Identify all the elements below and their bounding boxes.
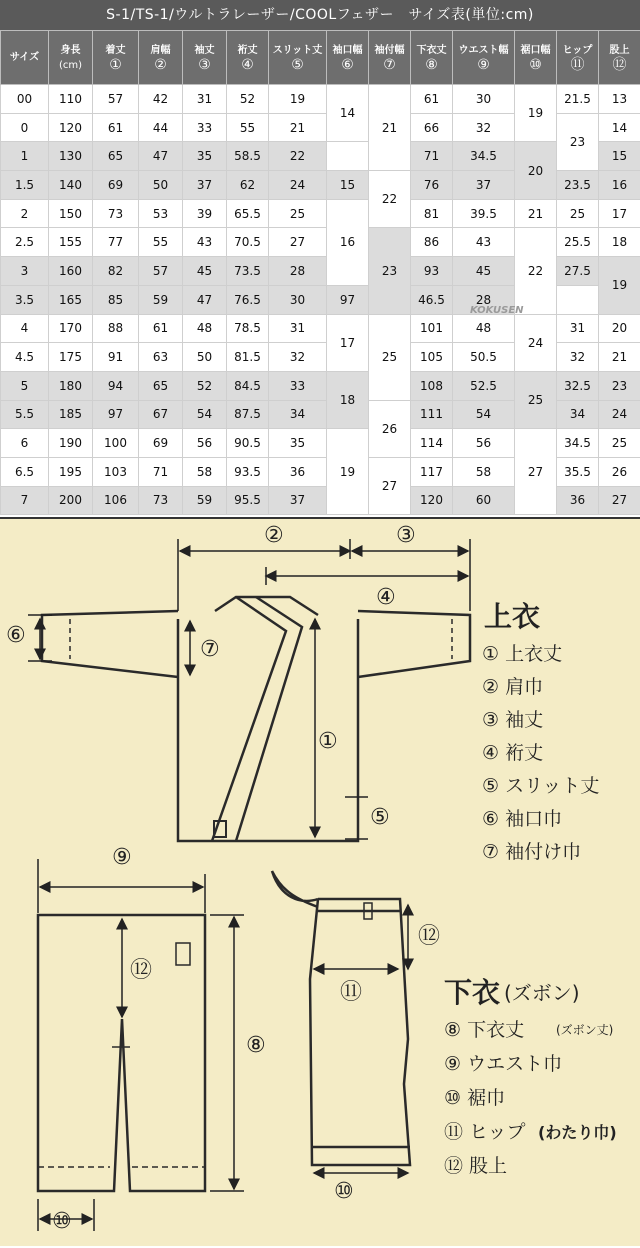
col-header: 袖口幅 ⑥ (327, 31, 369, 85)
cell-hip: 23.5 (557, 171, 599, 200)
col-header: ウエスト幅 ⑨ (453, 31, 515, 85)
cell-waist: 34.5 (453, 142, 515, 171)
col-header: 身長 (cm) (49, 31, 93, 85)
col-header: サイズ (1, 31, 49, 85)
cell-shoulder: 59 (139, 285, 183, 314)
cell-sleeve: 31 (183, 85, 227, 114)
cell-waist: 58 (453, 457, 515, 486)
cell-height: 170 (49, 314, 93, 343)
cell-size: 4.5 (1, 343, 49, 372)
cell-slit: 31 (269, 314, 327, 343)
cell-waist: 56 (453, 429, 515, 458)
cell-sleeve: 56 (183, 429, 227, 458)
watermark: KOKUSEN (470, 305, 524, 316)
cell-pants-length: 93 (411, 257, 453, 286)
cell-size: 2.5 (1, 228, 49, 257)
cell-length: 82 (93, 257, 139, 286)
cell-pants-length: 114 (411, 429, 453, 458)
cell-size: 0 (1, 113, 49, 142)
cell-hip: 27.5 (557, 257, 599, 286)
cell-hip: 35.5 (557, 457, 599, 486)
cell-sleeve: 37 (183, 171, 227, 200)
jacket-outline (42, 597, 470, 841)
jacket-legend-1: ① 上衣丈 (482, 639, 562, 666)
col-header: 袖付幅 ⑦ (369, 31, 411, 85)
cell-length: 97 (93, 400, 139, 429)
col-header: 着丈 ① (93, 31, 139, 85)
cell-slit: 24 (269, 171, 327, 200)
col-header: 裄丈 ④ (227, 31, 269, 85)
cell-height: 180 (49, 371, 93, 400)
cell-cuff: 18 (327, 371, 369, 428)
pants-legend-8-note: (ズボン丈) (556, 1021, 613, 1038)
cell-height: 165 (49, 285, 93, 314)
cell-waist: 32 (453, 113, 515, 142)
cell-waist: 30 (453, 85, 515, 114)
cell-armhole: 25 (369, 314, 411, 400)
cell-rise: 20 (599, 314, 640, 343)
cell-size: 6 (1, 429, 49, 458)
mark-2: ② (264, 523, 284, 548)
cell-rise: 15 (599, 142, 640, 171)
cell-height: 185 (49, 400, 93, 429)
cell-slit: 32 (269, 343, 327, 372)
cell-pants-length: 111 (411, 400, 453, 429)
cell-length: 57 (93, 85, 139, 114)
cell-waist: 45 (453, 257, 515, 286)
jacket-legend-5: ⑤ スリット丈 (482, 771, 599, 798)
mark-12-front: ⑫ (130, 953, 152, 984)
cell-length: 85 (93, 285, 139, 314)
cell-pants-length: 76 (411, 171, 453, 200)
cell-hip: 34.5 (557, 429, 599, 458)
mark-10-front: ⑩ (52, 1209, 72, 1234)
cell-height: 120 (49, 113, 93, 142)
cell-length: 91 (93, 343, 139, 372)
cell-rise: 27 (599, 486, 640, 515)
table-row (1, 85, 640, 114)
pants-legend-12: ⑫ 股上 (444, 1151, 507, 1178)
jacket-legend-2: ② 肩巾 (482, 672, 543, 699)
cell-size: 5.5 (1, 400, 49, 429)
pants-legend-11: ⑪ ヒップ (444, 1117, 525, 1144)
cell-hem: 19 (515, 85, 557, 142)
cell-height: 110 (49, 85, 93, 114)
cell-length: 69 (93, 171, 139, 200)
cell-hem: 20 (515, 142, 557, 199)
size-table (0, 30, 640, 515)
cell-rise: 25 (599, 429, 640, 458)
cell-size: 6.5 (1, 457, 49, 486)
cell-length: 103 (93, 457, 139, 486)
cell-pants-length: 117 (411, 457, 453, 486)
cell-yuki: 52 (227, 85, 269, 114)
mark-10-side: ⑩ (334, 1179, 354, 1204)
cell-armhole: 27 (369, 457, 411, 514)
cell-slit: 28 (269, 257, 327, 286)
col-header: 肩幅 ② (139, 31, 183, 85)
cell-armhole: 26 (369, 400, 411, 457)
cell-height: 140 (49, 171, 93, 200)
cell-sleeve: 52 (183, 371, 227, 400)
col-header: 裾口幅 ⑩ (515, 31, 557, 85)
cell-length: 77 (93, 228, 139, 257)
cell-shoulder: 67 (139, 400, 183, 429)
cell-pants-length: 105 (411, 343, 453, 372)
cell-height: 160 (49, 257, 93, 286)
cell-pants-length: 61 (411, 85, 453, 114)
cell-shoulder: 57 (139, 257, 183, 286)
mark-8: ⑧ (246, 1033, 266, 1058)
cell-length: 100 (93, 429, 139, 458)
cell-sleeve: 50 (183, 343, 227, 372)
table-row (1, 228, 640, 257)
cell-yuki: 70.5 (227, 228, 269, 257)
cell-shoulder: 50 (139, 171, 183, 200)
mark-9: ⑨ (112, 845, 132, 870)
cell-sleeve: 45 (183, 257, 227, 286)
cell-rise: 13 (599, 85, 640, 114)
mark-7: ⑦ (200, 637, 220, 662)
cell-pants-length: 71 (411, 142, 453, 171)
cell-hip: 32.5 (557, 371, 599, 400)
cell-waist: 52.5 (453, 371, 515, 400)
cell-cuff: 19 (327, 429, 369, 515)
cell-hip: 28 (453, 285, 515, 314)
cell-shoulder: 47 (139, 142, 183, 171)
mark-4: ④ (376, 585, 396, 610)
cell-sleeve: 59 (183, 486, 227, 515)
cell-cuff: 17 (327, 314, 369, 371)
cell-shoulder: 71 (139, 457, 183, 486)
cell-height: 190 (49, 429, 93, 458)
cell-hip: 23 (557, 113, 599, 170)
cell-shoulder: 53 (139, 199, 183, 228)
cell-pants-length: 108 (411, 371, 453, 400)
cell-shoulder: 44 (139, 113, 183, 142)
mark-6: ⑥ (6, 623, 26, 648)
cell-slit: 22 (269, 142, 327, 171)
cell-size: 5 (1, 371, 49, 400)
cell-rise: 18 (599, 228, 640, 257)
cell-armhole: 21 (369, 85, 411, 171)
cell-hem: 27 (515, 429, 557, 515)
cell-size: 3.5 (1, 285, 49, 314)
cell-slit: 27 (269, 228, 327, 257)
cell-slit: 33 (269, 371, 327, 400)
cell-waist: 50.5 (453, 343, 515, 372)
cell-hip: 25.5 (557, 228, 599, 257)
cell-waist: 43 (453, 228, 515, 257)
cell-yuki: 81.5 (227, 343, 269, 372)
cell-height: 130 (49, 142, 93, 171)
cell-yuki: 62 (227, 171, 269, 200)
col-header: 下衣丈 ⑧ (411, 31, 453, 85)
mark-12-side: ⑫ (418, 919, 440, 950)
cell-pants-length: 101 (411, 314, 453, 343)
cell-slit: 37 (269, 486, 327, 515)
table-row (1, 314, 640, 343)
page-title: S-1/TS-1/ウルトラレーザー/COOLフェザー サイズ表(単位:cm) (0, 0, 640, 30)
cell-cuff (327, 142, 369, 171)
cell-waist: 39.5 (453, 199, 515, 228)
cell-height: 175 (49, 343, 93, 372)
cell-slit: 36 (269, 457, 327, 486)
cell-slit: 21 (269, 113, 327, 142)
cell-rise: 24 (599, 400, 640, 429)
mark-5: ⑤ (370, 805, 390, 830)
table-row (1, 142, 640, 171)
cell-hip: 32 (557, 343, 599, 372)
cell-sleeve: 39 (183, 199, 227, 228)
cell-rise: 26 (599, 457, 640, 486)
cell-waist: 54 (453, 400, 515, 429)
cell-yuki: 55 (227, 113, 269, 142)
cell-waist: 60 (453, 486, 515, 515)
cell-length: 73 (93, 199, 139, 228)
jacket-legend-7: ⑦ 袖付け巾 (482, 837, 581, 864)
jacket-legend-3: ③ 袖丈 (482, 705, 543, 732)
cell-length: 65 (93, 142, 139, 171)
cell-height: 195 (49, 457, 93, 486)
col-header: ヒップ ⑪ (557, 31, 599, 85)
cell-hip: 31 (557, 314, 599, 343)
cell-shoulder: 73 (139, 486, 183, 515)
cell-size: 4 (1, 314, 49, 343)
cell-hem: 21 (515, 199, 557, 228)
cell-rise: 23 (599, 371, 640, 400)
pants-heading-sub: (ズボン) (504, 977, 580, 1006)
cell-pants-length: 66 (411, 113, 453, 142)
cell-yuki: 90.5 (227, 429, 269, 458)
cell-pants-length: 86 (411, 228, 453, 257)
cell-height: 155 (49, 228, 93, 257)
cell-height: 150 (49, 199, 93, 228)
cell-size: 00 (1, 85, 49, 114)
cell-shoulder: 63 (139, 343, 183, 372)
cell-yuki: 65.5 (227, 199, 269, 228)
pants-legend-8: ⑧ 下衣丈 (444, 1015, 524, 1042)
cell-waist: 48 (453, 314, 515, 343)
cell-shoulder: 65 (139, 371, 183, 400)
jacket-legend-6: ⑥ 袖口巾 (482, 804, 562, 831)
cell-slit: 34 (269, 400, 327, 429)
cell-length: 88 (93, 314, 139, 343)
cell-cuff: 14 (327, 85, 369, 142)
table-row (1, 429, 640, 458)
cell-slit: 19 (269, 85, 327, 114)
cell-armhole: 22 (369, 171, 411, 228)
col-header: 袖丈 ③ (183, 31, 227, 85)
jacket-heading: 上衣 (484, 595, 540, 635)
cell-shoulder: 55 (139, 228, 183, 257)
cell-height: 200 (49, 486, 93, 515)
pants-legend-10: ⑩ 裾巾 (444, 1083, 505, 1110)
cell-shoulder: 42 (139, 85, 183, 114)
cell-sleeve: 43 (183, 228, 227, 257)
cell-sleeve: 47 (183, 285, 227, 314)
cell-size: 1 (1, 142, 49, 171)
pants-legend-11-note: (わたり巾) (538, 1120, 617, 1143)
cell-slit: 35 (269, 429, 327, 458)
cell-size: 7 (1, 486, 49, 515)
cell-pants-length: 81 (411, 199, 453, 228)
cell-rise: 21 (599, 343, 640, 372)
cell-rise: 19 (599, 257, 640, 314)
cell-yuki: 84.5 (227, 371, 269, 400)
mark-1: ① (318, 729, 338, 754)
cell-yuki: 78.5 (227, 314, 269, 343)
cell-yuki: 93.5 (227, 457, 269, 486)
cell-slit: 30 (269, 285, 327, 314)
cell-sleeve: 54 (183, 400, 227, 429)
cell-hip: 25 (557, 199, 599, 228)
cell-rise: 14 (599, 113, 640, 142)
measurement-diagram (0, 517, 640, 1246)
cell-sleeve: 48 (183, 314, 227, 343)
col-header: 股上 ⑫ (599, 31, 640, 85)
cell-hem: 24 (515, 314, 557, 371)
cell-hip: 21.5 (557, 85, 599, 114)
cell-waist: 46.5 (411, 285, 453, 314)
cell-yuki: 73.5 (227, 257, 269, 286)
table-row (1, 371, 640, 400)
cell-length: 61 (93, 113, 139, 142)
pants-side-outline (272, 871, 410, 1165)
cell-length: 94 (93, 371, 139, 400)
cell-sleeve: 58 (183, 457, 227, 486)
cell-rise: 17 (599, 199, 640, 228)
cell-armhole: 23 (369, 228, 411, 314)
cell-size: 3 (1, 257, 49, 286)
table-row (1, 199, 640, 228)
cell-yuki: 95.5 (227, 486, 269, 515)
cell-size: 1.5 (1, 171, 49, 200)
cell-yuki: 58.5 (227, 142, 269, 171)
cell-pants-length: 120 (411, 486, 453, 515)
cell-hem: 25 (515, 371, 557, 428)
col-header: スリット丈 ⑤ (269, 31, 327, 85)
cell-yuki: 87.5 (227, 400, 269, 429)
pants-legend-9: ⑨ ウエスト巾 (444, 1049, 562, 1076)
cell-sleeve: 35 (183, 142, 227, 171)
jacket-legend-4: ④ 裄丈 (482, 738, 543, 765)
cell-hip: 34 (557, 400, 599, 429)
cell-length: 106 (93, 486, 139, 515)
pants-heading: 下衣 (444, 971, 500, 1011)
cell-shoulder: 69 (139, 429, 183, 458)
cell-waist: 37 (453, 171, 515, 200)
cell-yuki: 76.5 (227, 285, 269, 314)
cell-hip: 36 (557, 486, 599, 515)
cell-sleeve: 33 (183, 113, 227, 142)
cell-cuff: 15 (327, 171, 369, 200)
table-header-row (1, 31, 640, 85)
cell-slit: 25 (269, 199, 327, 228)
mark-11: ⑪ (340, 975, 362, 1006)
cell-hem: 22 (515, 228, 557, 314)
cell-size: 2 (1, 199, 49, 228)
cell-shoulder: 61 (139, 314, 183, 343)
cell-rise: 16 (599, 171, 640, 200)
cell-cuff: 16 (327, 199, 369, 285)
mark-3: ③ (396, 523, 416, 548)
cell-pants-length: 97 (327, 285, 369, 314)
